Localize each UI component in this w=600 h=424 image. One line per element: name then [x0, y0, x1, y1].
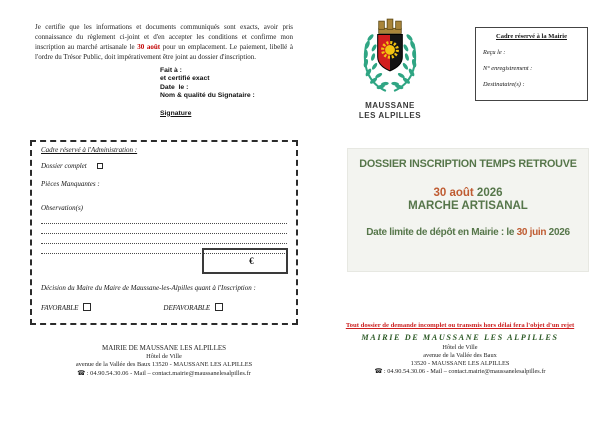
dossier-complet-row	[41, 162, 287, 170]
certification-date-highlight: 30 août	[137, 43, 161, 51]
logo-caption-line1: MAUSSANE	[365, 101, 415, 110]
certification-text-part2: pour un emplacement. Le paiement, libellé à l'ordre du Trésor Public, doit impérativement être joint au dossier d'inscription.	[35, 43, 293, 61]
event-date	[348, 187, 588, 199]
favorable-label: FAVORABLE	[41, 304, 79, 312]
rejection-warning: Tout dossier de demande incomplet ou transmis hors délai fera l'objet d'un rejet	[345, 322, 575, 329]
title-panel	[347, 148, 589, 272]
observation-dotted-line	[41, 224, 287, 234]
nom-qualite-label: Nom & qualité du Signataire :	[160, 92, 255, 100]
deadline-line	[348, 227, 588, 238]
deadline-highlight: 30 juin	[516, 227, 547, 238]
defavorable-option	[163, 303, 223, 312]
hotel-de-ville-label: Hôtel de Ville	[146, 352, 182, 360]
mairie-script-title: MAIRIE DE MAUSSANE LES ALPILLES	[361, 333, 559, 342]
admin-reserved-box	[30, 140, 298, 325]
mairie-name: MAIRIE DE MAUSSANE LES ALPILLES	[101, 344, 227, 352]
coat-of-arms	[350, 16, 430, 121]
contact-line: ☎ : 04.90.54.30.06 - Mail – contact.mairie@maussanelesalpilles.fr	[77, 369, 251, 377]
recu-le-label: Reçu le :	[483, 49, 506, 56]
observations-label: Observation(s)	[41, 204, 83, 212]
defavorable-label: DEFAVORABLE	[163, 304, 211, 312]
address-city-line: 13520 - MAUSSANE LES ALPILLES	[410, 359, 510, 367]
dossier-complet-checkbox[interactable]	[97, 163, 103, 169]
defavorable-checkbox[interactable]	[215, 303, 223, 311]
coat-of-arms-icon	[350, 16, 430, 94]
certifie-exact-label: et certifié exact	[160, 75, 210, 83]
crown-icon	[379, 19, 402, 33]
decision-label: Décision du Maire du Maire de Maussane-les-Alpilles quant à l'Inscription :	[41, 284, 256, 292]
date-label: Date le :	[160, 83, 189, 91]
favorable-checkbox[interactable]	[83, 303, 91, 311]
signature-label: Signature	[160, 109, 192, 117]
euro-symbol: €	[249, 256, 254, 266]
event-name: MARCHE ARTISANAL	[408, 200, 528, 212]
contact-line: ☎ : 04.90.54.30.06 - Mail – contact.mairie@maussanelesalpilles.fr	[374, 367, 546, 375]
signature-block	[160, 67, 290, 118]
favorable-option	[41, 303, 91, 312]
certification-text-part1: Je certifie que les informations et documents communiqués sont exacts, avoir pris connaissance du règlement ci-joint et d'en accepter les conditions et confirme mon inscription au marché artisanale le	[35, 23, 293, 51]
admin-box-title: Cadre réservé à l'Administration :	[41, 146, 138, 154]
fait-a-label: Fait à :	[160, 67, 182, 74]
destinataires-label: Destinataire(s) :	[483, 81, 525, 88]
pieces-manquantes-label: Pièces Manquantes :	[41, 180, 100, 188]
right-page-footer	[328, 334, 592, 376]
hotel-de-ville-label: Hôtel de Ville	[442, 343, 478, 351]
address-street-line: avenue de la Vallée des Baux	[423, 351, 497, 359]
dossier-complet-label: Dossier complet	[41, 162, 87, 170]
event-date-highlight: 30 août	[433, 187, 474, 199]
numero-enregistrement-label: N° enregistrement :	[483, 65, 533, 72]
observation-dotted-line	[41, 214, 287, 224]
event-date-year: 2026	[473, 187, 503, 199]
dossier-title: DOSSIER INSCRIPTION TEMPS RETROUVE	[359, 158, 577, 170]
logo-caption-line2: LES ALPILLES	[358, 111, 422, 120]
amount-box	[202, 248, 288, 274]
address-line: avenue de la Vallée des Baux 13520 - MAUSSANE LES ALPILLES	[75, 361, 253, 369]
observation-dotted-line	[41, 234, 287, 244]
mairie-reserved-box	[475, 27, 588, 101]
mairie-box-title: Cadre réservé à la Mairie	[496, 33, 567, 40]
logo-caption	[350, 101, 430, 121]
deadline-prefix: Date limite de dépôt en Mairie : le	[366, 227, 517, 238]
decision-choices	[41, 303, 287, 312]
certification-paragraph	[35, 22, 293, 62]
deadline-suffix: 2026	[546, 227, 570, 238]
left-page-footer	[25, 344, 303, 378]
